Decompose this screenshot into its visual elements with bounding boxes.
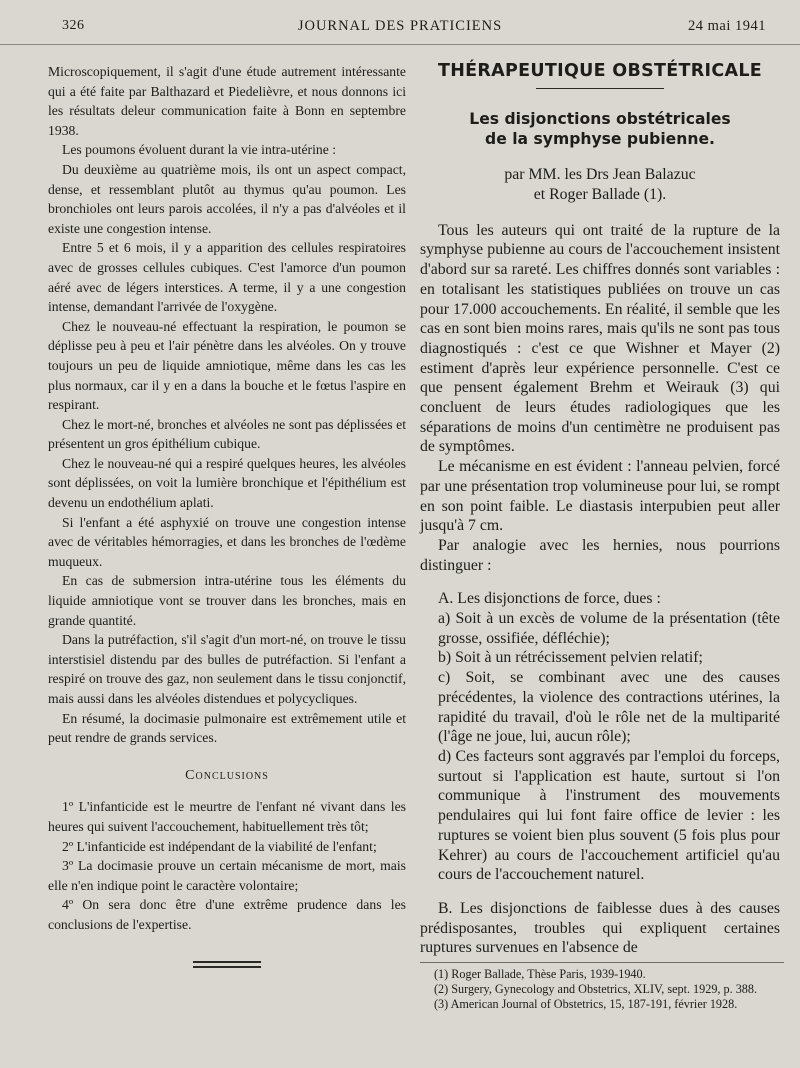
list-item: a) Soit à un excès de volume de la présentation (tête grosse, ossifiée, défléchie); — [438, 610, 780, 647]
conclusion-item: 3º La docimasie prouve un certain mécanisme de mort, mais elle n'en indique point le caractère volontaire; — [48, 858, 406, 893]
paragraph: Les poumons évoluent durant la vie intra-utérine : — [62, 142, 337, 158]
left-column — [48, 62, 406, 968]
page-number: 326 — [62, 18, 85, 33]
conclusions-list — [48, 797, 406, 934]
causes-list — [420, 589, 780, 885]
list-item: c) Soit, se combinant avec une des causes précédentes, la violence des contractions utérines, la rapidité du travail, d'où le rôle net de la multiparité (l'âge ne joue, lui, aucun rôle); — [438, 669, 780, 746]
footnote: (1) Roger Ballade, Thèse Paris, 1939-1940. — [434, 967, 646, 981]
paragraph: Par analogie avec les hernies, nous pourrions distinguer : — [420, 536, 780, 574]
paragraph: Si l'enfant a été asphyxié on trouve une congestion intense avec de véritables hémorragies, et dans les bronches de l'œdème muqueux. — [48, 514, 406, 569]
section-end-ornament — [193, 961, 261, 968]
conclusion-item: 4º On sera donc être d'une extrême prudence dans les conclusions de l'expertise. — [48, 897, 406, 932]
paragraph: Chez le nouveau-né effectuant la respiration, le poumon se déplisse peu à peu et l'air pénètre dans les alvéoles. On y trouve toujours un peu de liquide amniotique, même dans les cas les plus normaux, car il y en a dans la bouche et le fœtus l'aspire en respirant. — [48, 318, 406, 413]
paragraph: Chez le nouveau-né qui a respiré quelques heures, les alvéoles sont déplissées, on voit la lumière bronchique et l'épithélium est devenu un endothélium aplati. — [48, 455, 406, 511]
paragraph: Entre 5 et 6 mois, il y a apparition des cellules respiratoires avec de grosses cellules cubiques. C'est l'amorce d'un poumon aéré avec de légers interstices. A terme, il y a une congestion intense, demandant l'arrivée de l'oxygène. — [48, 240, 406, 315]
paragraph: Chez le mort-né, bronches et alvéoles ne sont pas déplissées et présentent un gros épithélium cubique. — [48, 416, 406, 452]
paragraph: Microscopiquement, il s'agit d'une étude autrement intéressante qui a été faite par Balthazard et Piedelièvre, et nous donnons ici les résultats deleur communication faite à Bonn en septembre 1938. — [48, 64, 406, 138]
paragraph: B. Les disjonctions de faiblesse dues à des causes prédisposantes, troubles qui expliquent certaines ruptures survenues en l'absence de — [420, 899, 780, 957]
title-rule — [536, 88, 664, 89]
list-heading: A. Les disjonctions de force, dues : — [438, 590, 661, 608]
paragraph: Du deuxième au quatrième mois, ils ont un aspect compact, dense, et ressemblant plutôt au thymus qu'au poumon. Les bronchioles ont leurs parois accolées, il n'y a pas d'alvéoles et il existe une congestion intense. — [48, 161, 406, 236]
footnote: (3) American Journal of Obstetrics, 15, 187-191, février 1928. — [434, 997, 738, 1011]
right-column — [420, 62, 780, 958]
footnote: (2) Surgery, Gynecology and Obstetrics, XLIV, sept. 1929, p. 388. — [434, 982, 758, 996]
list-item: b) Soit à un rétrécissement pelvien relatif; — [438, 649, 703, 667]
issue-date: 24 mai 1941 — [688, 18, 766, 34]
paragraph: En résumé, la docimasie pulmonaire est extrêmement utile et peut rendre de grands services. — [48, 710, 406, 746]
journal-title: JOURNAL DES PRATICIENS — [297, 18, 503, 34]
article-authors — [420, 165, 780, 205]
conclusion-item: 2º L'infanticide est indépendant de la viabilité de l'enfant; — [62, 838, 377, 854]
conclusion-item: 1º L'infanticide est le meurtre de l'enfant né vivant dans les heures qui suivent l'accouchement, habituellement très tôt; — [48, 799, 406, 834]
authors-line: par MM. les Drs Jean Balazuc — [504, 165, 696, 183]
list-item: d) Ces facteurs sont aggravés par l'emploi du forceps, surtout si l'application est haute, surtout si l'on communique à l'instrument des mouvements pendulaires qui lui font faire office de levier : les ruptures se voient bien plus souvent (5 fois plus pour Kehrer) au cours de l'accouchement artificiel qu'au cours de l'accouchement naturel. — [438, 747, 780, 884]
conclusions-heading: Conclusions — [185, 767, 269, 783]
paragraph: En cas de submersion intra-utérine tous les éléments du liquide amniotique vont se trouver dans les bronches, mais en grande quantité. — [48, 573, 406, 628]
article-title-line: de la symphyse pubienne. — [485, 129, 715, 148]
running-header — [0, 0, 800, 45]
authors-line: et Roger Ballade (1). — [533, 185, 667, 203]
section-title: THÉRAPEUTIQUE OBSTÉTRICALE — [437, 61, 763, 81]
paragraph: Le mécanisme en est évident : l'anneau pelvien, forcé par une présentation trop volumineuse pour lui, se rompt en son point faible. Le diastasis interpubien peut aller jusqu'à 7 cm. — [420, 458, 780, 535]
paragraph: Tous les auteurs qui ont traité de la rupture de la symphyse pubienne au cours de l'accouchement insistent d'abord sur sa rareté. Les chiffres donnés sont variables : en totalisant les statistiques publiées on trouve un cas pour 17.000 accouchements. En réalité, il semble que les cas en sont bien moins rares, mais qu'ils ne sont pas tous diagnostiqués : c'est ce que Wishner et Mayer (2) estiment d'après leur expérience personnelle. C'est ce que pensent également Brehm et Weirauk (3) qui concluent de leurs études radiologiques que les séparations de moins d'un centimètre ne produisent pas de symptômes. — [420, 221, 780, 456]
footnotes — [420, 962, 784, 1012]
article-title-line: Les disjonctions obstétricales — [469, 109, 731, 128]
paragraph: Dans la putréfaction, s'il s'agit d'un mort-né, on trouve le tissu interstisiel distendu par des bulles de putréfaction. Si l'enfant a respiré on trouve des gaz, non seulement dans le tissu conjonctif, mais aussi dans les alvéoles distendues et polycycliques. — [48, 632, 406, 706]
article-title — [420, 109, 780, 149]
